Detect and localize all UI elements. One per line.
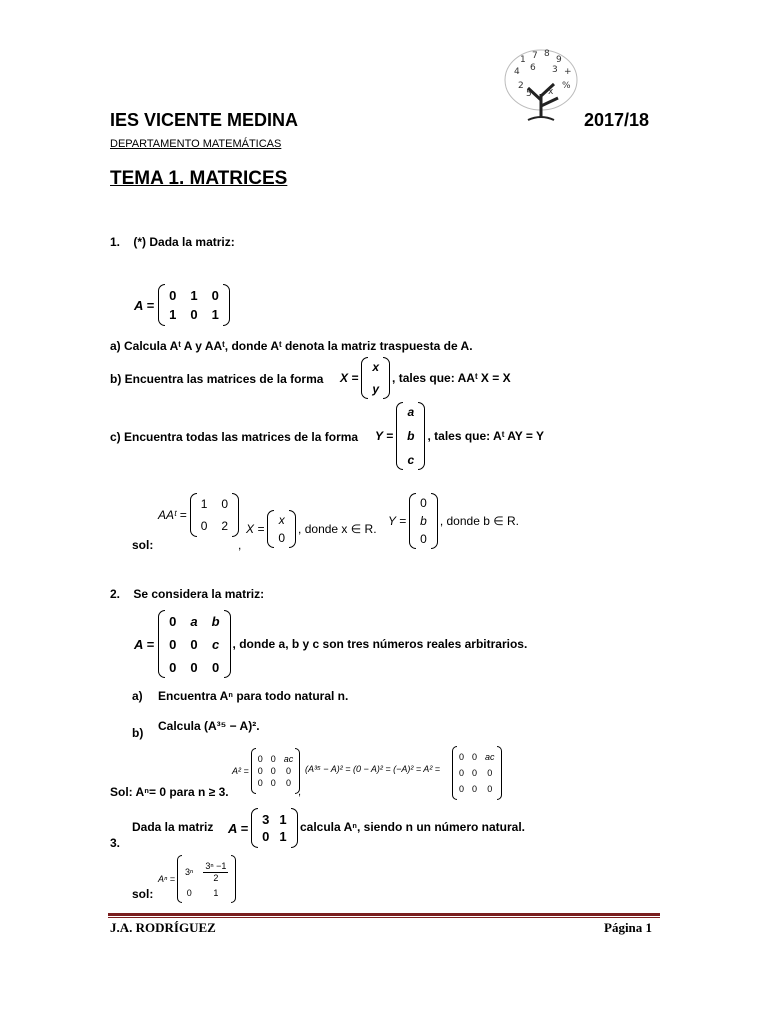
- department: DEPARTAMENTO MATEMÁTICAS: [110, 138, 282, 150]
- part-b-label: b): [132, 726, 144, 740]
- matrix-a: A = 0 1 0 1 0 1: [134, 284, 230, 326]
- svg-text:1: 1: [520, 55, 526, 65]
- problem-1-heading: [110, 235, 235, 249]
- part-c-text: c) Encuentra todas las matrices de la forma: [110, 430, 359, 444]
- svg-text:3: 3: [552, 65, 558, 75]
- svg-text:5: 5: [526, 89, 532, 99]
- svg-text:6: 6: [530, 63, 536, 73]
- sol-comma: ,: [238, 538, 242, 552]
- problem-3-number: 3.: [110, 836, 121, 850]
- matrix-label: A =: [134, 297, 155, 313]
- problem-3-text-pre: Dada la matriz: [132, 820, 214, 834]
- svg-text:%: %: [562, 81, 571, 91]
- matrix-a-2: A = 0 a b 0 0 c 0 0 0 , donde a, b y c son tres números reales arbitrarios.: [134, 610, 527, 678]
- solution-label: sol:: [132, 538, 154, 552]
- sol-aat-matrix: AAᵗ = 1 0 0 2: [158, 493, 239, 537]
- problem-number: 1.: [110, 235, 121, 249]
- problem-3-text-post: calcula Aⁿ, siendo n un número natural.: [300, 820, 526, 834]
- footer-rule-thin: [108, 917, 660, 918]
- solution-text: Sol: Aⁿ= 0 para n ≥ 3.: [110, 785, 229, 799]
- school-name: IES VICENTE MEDINA: [110, 110, 299, 130]
- part-a-text: Encuentra Aⁿ para todo natural n.: [158, 689, 349, 703]
- vector-y: Y = a b c , tales que: Aᵗ AY = Y: [375, 402, 544, 470]
- matrix-a-3: A = 3 1 0 1: [228, 808, 298, 848]
- svg-text:4: 4: [514, 67, 520, 77]
- academic-year: 2017/18: [584, 110, 650, 130]
- part-b-text: Calcula (A³⁵ − A)².: [158, 719, 260, 733]
- svg-text:9: 9: [556, 55, 562, 65]
- svg-text:2: 2: [518, 81, 524, 91]
- sol-chain-matrix: 0 0 ac 0 0 0 0 0 0: [452, 746, 502, 800]
- sol-chain: (A³⁵ − A)² = (0 − A)² = (−A)² = A² =: [305, 764, 441, 774]
- part-a-text: a) Calcula Aᵗ A y AAᵗ, donde Aᵗ denota la matriz traspuesta de A.: [110, 339, 473, 353]
- part-b-text: b) Encuentra las matrices de la forma: [110, 372, 324, 386]
- svg-text:7: 7: [532, 51, 538, 61]
- sol-a2-matrix: A² = 0 0 ac 0 0 0 0 0 0: [232, 748, 300, 794]
- svg-text:8: 8: [544, 49, 550, 59]
- sol-comma-2: ,: [298, 786, 302, 798]
- sol-y-vector: Y = 0 b 0 , donde b ∈ R.: [388, 493, 519, 549]
- svg-text:+: +: [564, 67, 572, 77]
- svg-text:x: x: [548, 87, 554, 97]
- problem-2-heading: [110, 587, 264, 601]
- problem-intro: Se considera la matriz:: [133, 587, 265, 601]
- sol-x-vector: X = x 0 , donde x ∈ R.: [246, 510, 377, 548]
- tree-logo: [498, 44, 584, 122]
- sol-an-matrix: Aⁿ = 3ⁿ $\frac{\text{3ⁿ −1}}{2}$ 0 1: [158, 855, 236, 903]
- solution-label-3: sol:: [132, 887, 154, 901]
- star-mark: (*): [133, 235, 147, 249]
- footer-page: Página 1: [604, 920, 653, 935]
- problem-number: 2.: [110, 587, 121, 601]
- vector-x: X = x y , tales que: AAᵗ X = X: [340, 357, 511, 399]
- footer-author: J.A. RODRÍGUEZ: [110, 920, 216, 935]
- topic-title: TEMA 1. MATRICES: [110, 168, 288, 189]
- part-a-label: a): [132, 689, 143, 703]
- footer-rule: [108, 913, 660, 916]
- problem-intro: Dada la matriz:: [149, 235, 235, 249]
